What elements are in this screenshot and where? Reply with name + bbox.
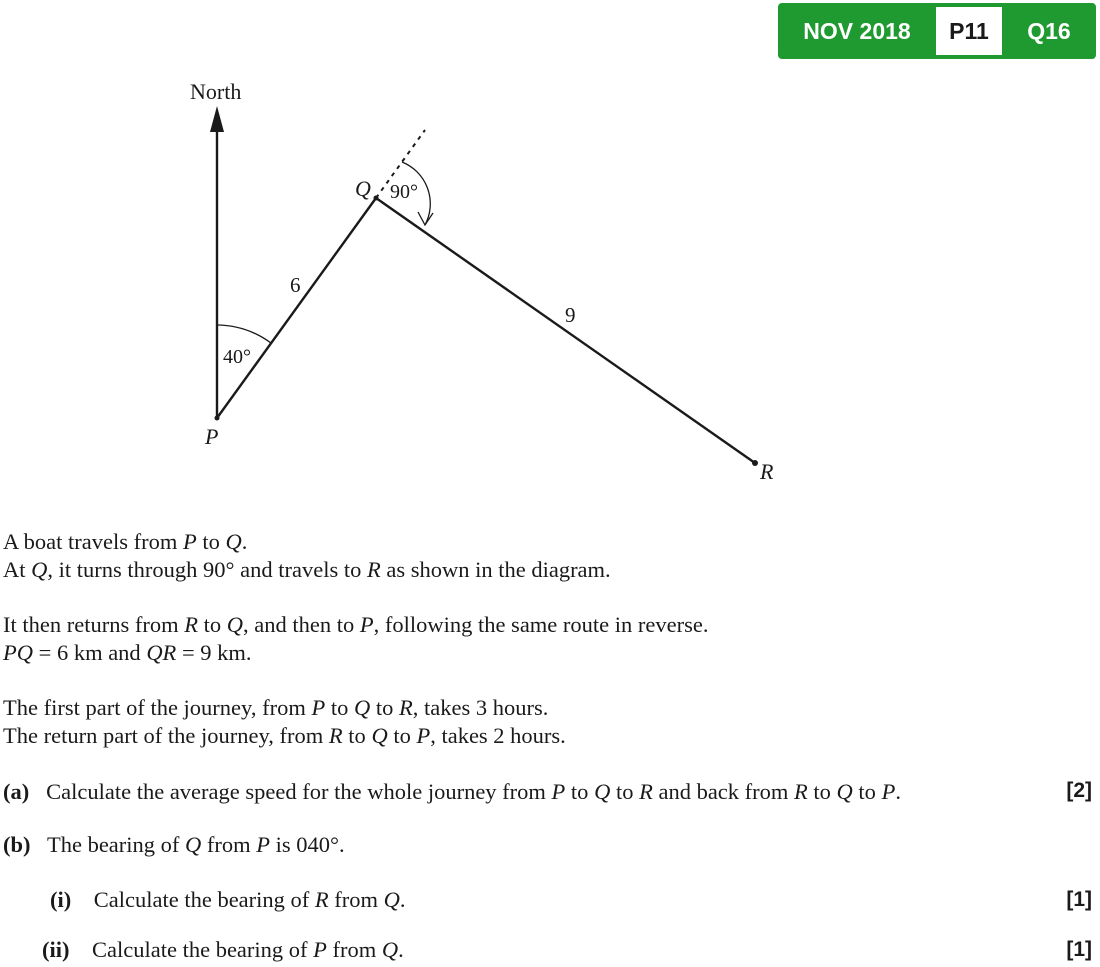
part-b-label: (b) xyxy=(3,832,31,857)
stem-line-3: It then returns from R to Q, and then to P, following the same route in reverse. xyxy=(3,612,709,637)
stem-line-6: The return part of the journey, from R to Q to P, takes 2 hours. xyxy=(3,723,566,748)
part-b-ii-marks: [1] xyxy=(1066,938,1092,961)
part-b-i-text: Calculate the bearing of R from Q. xyxy=(93,887,406,912)
part-b-i-label: (i) xyxy=(50,887,72,912)
question-number-label: Q16 xyxy=(1027,18,1071,44)
length-qr-label: 9 xyxy=(565,303,576,327)
point-p-dot xyxy=(215,416,220,421)
north-arrowhead xyxy=(210,106,224,132)
part-b-ii xyxy=(42,936,404,964)
point-r-label: R xyxy=(760,459,774,484)
segment-pq xyxy=(217,198,376,418)
paper-number-label: P11 xyxy=(936,7,1002,55)
part-b-i-marks: [1] xyxy=(1066,888,1092,911)
stem-line-2: At Q, it turns through 90° and travels to R as shown in the diagram. xyxy=(3,557,611,582)
part-a xyxy=(3,778,901,806)
part-a-label: (a) xyxy=(3,779,30,804)
part-a-text: Calculate the average speed for the whole journey from P to Q to R and back from R to Q to P. xyxy=(46,779,901,804)
point-r-dot xyxy=(752,460,758,466)
part-b-ii-text: Calculate the bearing of P from Q. xyxy=(92,937,404,962)
point-p-label: P xyxy=(205,424,219,449)
length-pq-label: 6 xyxy=(290,273,301,297)
stem-line-4: PQ = 6 km and QR = 9 km. xyxy=(3,640,252,665)
angle-arc-p xyxy=(217,325,271,343)
part-b-ii-label: (ii) xyxy=(42,937,70,962)
part-b xyxy=(3,831,345,859)
angle-p-label: 40° xyxy=(223,346,251,368)
north-label: North xyxy=(190,79,242,104)
segment-qr xyxy=(376,198,755,463)
part-a-marks: [2] xyxy=(1066,779,1092,802)
angle-q-label: 90° xyxy=(390,181,418,203)
part-b-text: The bearing of Q from P is 040°. xyxy=(46,832,345,857)
part-b-i xyxy=(50,886,406,914)
point-q-label: Q xyxy=(355,176,371,201)
stem-line-5: The first part of the journey, from P to Q to R, takes 3 hours. xyxy=(3,695,549,720)
exam-session-label: NOV 2018 xyxy=(803,18,911,44)
point-q-dot xyxy=(374,196,379,201)
stem-line-1: A boat travels from P to Q. xyxy=(3,529,248,554)
